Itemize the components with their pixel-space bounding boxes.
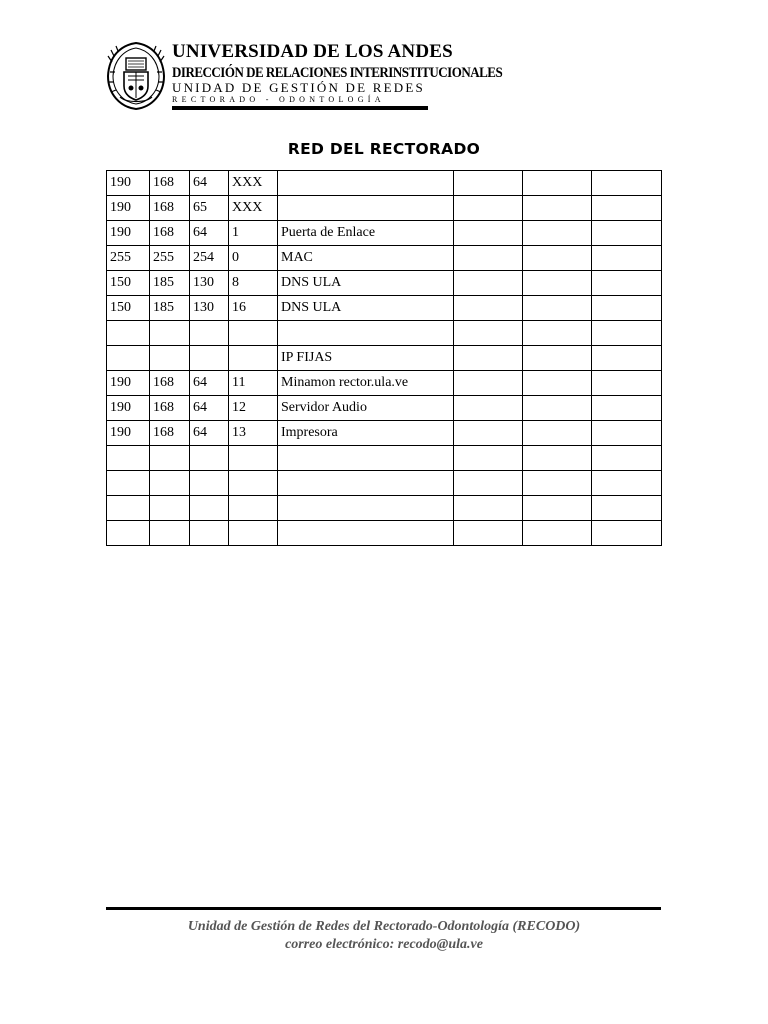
table-cell (454, 471, 523, 496)
table-cell (592, 521, 662, 546)
table-cell: IP FIJAS (278, 346, 454, 371)
table-cell: 8 (229, 271, 278, 296)
table-cell: 64 (190, 221, 229, 246)
table-cell: 255 (107, 246, 150, 271)
table-cell (190, 321, 229, 346)
table-cell: 1 (229, 221, 278, 246)
table-cell (229, 521, 278, 546)
table-cell (523, 471, 592, 496)
table-cell (592, 246, 662, 271)
table-cell: 11 (229, 371, 278, 396)
table-cell (454, 271, 523, 296)
table-cell (454, 521, 523, 546)
department-name: DIRECCIÓN DE RELACIONES INTERINSTITUCIONALES (172, 63, 503, 81)
table-cell: 64 (190, 371, 229, 396)
table-cell: 190 (107, 196, 150, 221)
table-cell (523, 421, 592, 446)
table-cell (454, 321, 523, 346)
table-cell: Minamon rector.ula.ve (278, 371, 454, 396)
table-cell (523, 171, 592, 196)
table-cell (150, 471, 190, 496)
table-cell: 168 (150, 196, 190, 221)
table-cell: 150 (107, 271, 150, 296)
table-row (107, 246, 662, 271)
table-cell (523, 371, 592, 396)
table-cell (523, 321, 592, 346)
table-cell (150, 321, 190, 346)
table-cell (107, 496, 150, 521)
table-cell: 168 (150, 221, 190, 246)
table-cell (454, 346, 523, 371)
table-cell: 190 (107, 396, 150, 421)
table-cell: 130 (190, 296, 229, 321)
table-cell (592, 346, 662, 371)
table-cell (190, 446, 229, 471)
table-row (107, 271, 662, 296)
table-cell (229, 321, 278, 346)
table-cell (454, 496, 523, 521)
table-cell (278, 446, 454, 471)
table-cell: 168 (150, 421, 190, 446)
table-cell: 168 (150, 371, 190, 396)
table-cell: 190 (107, 371, 150, 396)
table-cell (454, 446, 523, 471)
table-row (107, 196, 662, 221)
table-cell (107, 521, 150, 546)
table-cell (278, 521, 454, 546)
table-cell: 16 (229, 296, 278, 321)
table-cell (523, 496, 592, 521)
table-cell: 255 (150, 246, 190, 271)
table-cell (523, 271, 592, 296)
table-cell (592, 196, 662, 221)
table-cell (454, 421, 523, 446)
table-row (107, 421, 662, 446)
table-cell: 168 (150, 396, 190, 421)
network-table-body (107, 171, 662, 546)
table-cell (229, 346, 278, 371)
table-cell: XXX (229, 196, 278, 221)
table-cell (190, 496, 229, 521)
table-cell (150, 446, 190, 471)
table-cell (190, 471, 229, 496)
institution-name: UNIVERSIDAD DE LOS ANDES (172, 41, 453, 62)
table-cell (523, 521, 592, 546)
table-cell (454, 296, 523, 321)
table-cell (278, 196, 454, 221)
table-cell (523, 346, 592, 371)
unit-name: UNIDAD DE GESTIÓN DE REDES (172, 80, 425, 95)
university-seal-icon (106, 42, 166, 110)
table-cell: 254 (190, 246, 229, 271)
table-cell (592, 271, 662, 296)
table-cell: 130 (190, 271, 229, 296)
table-row (107, 371, 662, 396)
table-cell: DNS ULA (278, 271, 454, 296)
table-row (107, 221, 662, 246)
table-cell: 0 (229, 246, 278, 271)
table-cell (150, 521, 190, 546)
table-cell (592, 446, 662, 471)
table-row (107, 321, 662, 346)
table-cell (278, 171, 454, 196)
table-cell (190, 346, 229, 371)
table-row (107, 296, 662, 321)
table-cell (190, 521, 229, 546)
table-cell: 150 (107, 296, 150, 321)
table-cell (523, 196, 592, 221)
table-cell: 13 (229, 421, 278, 446)
table-cell: 64 (190, 396, 229, 421)
table-row (107, 496, 662, 521)
table-cell: Impresora (278, 421, 454, 446)
footer-email-line: correo electrónico: recodo@ula.ve (285, 937, 483, 952)
table-cell (454, 396, 523, 421)
table-cell: Servidor Audio (278, 396, 454, 421)
table-cell: 185 (150, 271, 190, 296)
table-cell: DNS ULA (278, 296, 454, 321)
table-cell (107, 446, 150, 471)
table-cell (107, 471, 150, 496)
subunit-name: RECTORADO - ODONTOLOGÍA (172, 95, 385, 104)
footer-unit-line: Unidad de Gestión de Redes del Rectorado-Odontología (RECODO) (187, 919, 581, 934)
table-cell: XXX (229, 171, 278, 196)
table-cell (523, 396, 592, 421)
table-cell: 12 (229, 396, 278, 421)
table-cell (229, 471, 278, 496)
table-cell: 190 (107, 221, 150, 246)
table-cell (523, 296, 592, 321)
table-cell (454, 171, 523, 196)
table-cell (592, 171, 662, 196)
table-cell: MAC (278, 246, 454, 271)
table-cell (592, 296, 662, 321)
document-title: RED DEL RECTORADO (287, 140, 481, 158)
table-cell (278, 321, 454, 346)
table-cell (229, 446, 278, 471)
table-cell (107, 321, 150, 346)
table-cell (592, 471, 662, 496)
table-cell: Puerta de Enlace (278, 221, 454, 246)
letterhead-rule (172, 106, 428, 110)
table-row (107, 171, 662, 196)
table-cell: 168 (150, 171, 190, 196)
letterhead (106, 41, 503, 112)
table-cell (229, 496, 278, 521)
table-cell: 190 (107, 171, 150, 196)
table-cell: 190 (107, 421, 150, 446)
table-row (107, 521, 662, 546)
table-cell (592, 321, 662, 346)
table-row (107, 446, 662, 471)
table-cell (592, 371, 662, 396)
table-cell (523, 446, 592, 471)
table-cell (592, 421, 662, 446)
table-cell (454, 371, 523, 396)
table-cell (150, 346, 190, 371)
table-cell (592, 396, 662, 421)
footer-rule (106, 907, 661, 910)
table-cell (278, 471, 454, 496)
table-cell (523, 221, 592, 246)
table-row (107, 396, 662, 421)
table-cell: 185 (150, 296, 190, 321)
table-cell: 65 (190, 196, 229, 221)
table-cell: 64 (190, 421, 229, 446)
table-cell (454, 196, 523, 221)
table-cell (107, 346, 150, 371)
table-cell (454, 221, 523, 246)
table-cell (454, 246, 523, 271)
table-cell (592, 221, 662, 246)
table-row (107, 471, 662, 496)
table-cell (278, 496, 454, 521)
table-cell (592, 496, 662, 521)
table-cell (150, 496, 190, 521)
table-cell (523, 246, 592, 271)
table-row (107, 346, 662, 371)
network-table (106, 170, 662, 546)
table-cell: 64 (190, 171, 229, 196)
